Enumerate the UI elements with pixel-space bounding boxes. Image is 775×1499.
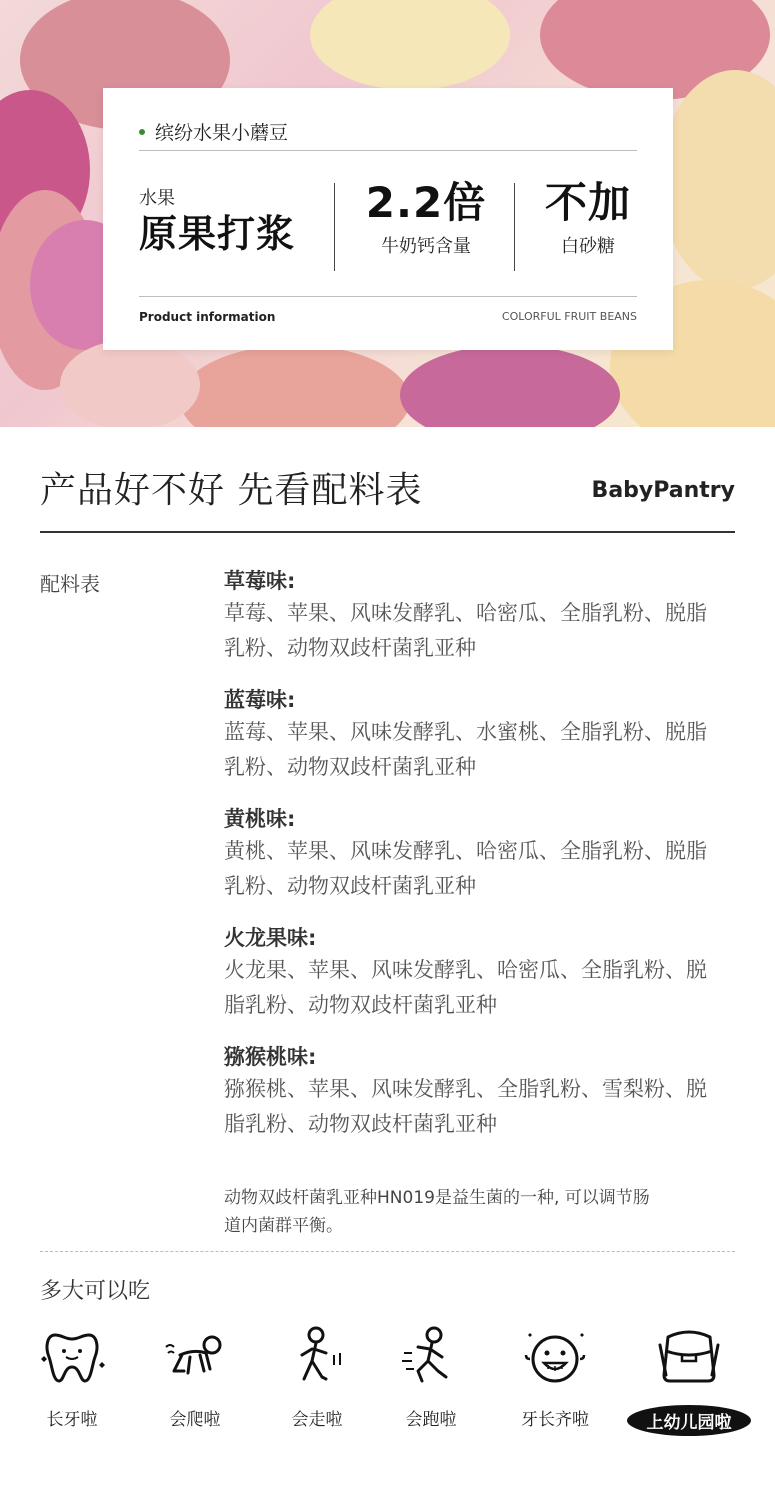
stat-sugar-small: 白砂糖 [561, 236, 615, 258]
ingredients-label: 配料表 [40, 572, 100, 596]
age-stage-teething [17, 1325, 127, 1430]
stat-divider [514, 183, 515, 271]
flavor-ingredients-line: 脂乳粉、动物双歧杆菌乳亚种 [224, 1112, 497, 1136]
fruit-bean-image [660, 70, 775, 290]
probiotic-note-line: 道内菌群平衡。 [224, 1216, 343, 1236]
brand-logo: BabyPantry [591, 478, 735, 503]
flavor-ingredients-line: 乳粉、动物双歧杆菌乳亚种 [224, 874, 476, 898]
tooth-icon [37, 1325, 107, 1391]
flavor-name: 黄桃味: [224, 807, 296, 831]
flavor-item [224, 566, 739, 666]
schoolbag-icon [654, 1325, 724, 1391]
fruit-bean-image [180, 345, 410, 427]
flavor-ingredients-line: 草莓、苹果、风味发酵乳、哈密瓜、全脂乳粉、脱脂 [224, 601, 707, 625]
walking-baby-icon [282, 1325, 352, 1391]
flavor-item [224, 923, 739, 1023]
flavor-item [224, 685, 739, 785]
flavor-ingredients-line: 猕猴桃、苹果、风味发酵乳、全脂乳粉、雪梨粉、脱 [224, 1077, 707, 1101]
age-stage-kindergarten [634, 1325, 744, 1436]
age-stage-label: 长牙啦 [46, 1410, 98, 1430]
running-child-icon [396, 1325, 466, 1391]
stat-sugar [538, 180, 638, 258]
flavor-ingredients-line: 蓝莓、苹果、风味发酵乳、水蜜桃、全脂乳粉、脱脂 [224, 720, 707, 744]
section-divider [40, 531, 735, 533]
stat-fruit-small: 水果 [139, 188, 175, 209]
fruit-bean-image [310, 0, 510, 90]
probiotic-note-line: 动物双歧杆菌乳亚种HN019是益生菌的一种, 可以调节肠 [224, 1188, 650, 1208]
product-info-label: Product information [139, 310, 276, 324]
section-title: 产品好不好 先看配料表 [40, 470, 423, 511]
flavor-list [224, 566, 739, 1161]
divider [139, 296, 637, 297]
age-stage-label: 牙长齐啦 [521, 1410, 589, 1430]
product-english-name: COLORFUL FRUIT BEANS [501, 310, 637, 323]
age-stage-label-active: 上幼儿园啦 [627, 1405, 751, 1436]
smiling-face-icon [520, 1325, 590, 1391]
age-stage-walking [262, 1325, 372, 1430]
age-stage-crawling [140, 1325, 250, 1430]
flavor-ingredients-line: 黄桃、苹果、风味发酵乳、哈密瓜、全脂乳粉、脱脂 [224, 839, 707, 863]
stat-calcium-small: 牛奶钙含量 [381, 236, 471, 258]
age-section-title: 多大可以吃 [40, 1279, 151, 1304]
flavor-name: 草莓味: [224, 569, 296, 593]
dashed-divider [40, 1251, 735, 1252]
age-stage-full-teeth [500, 1325, 610, 1430]
product-name-text: 缤纷水果小蘑豆 [155, 122, 289, 144]
hero-banner [0, 0, 775, 427]
product-name [139, 118, 288, 145]
age-stage-label: 会跑啦 [405, 1410, 457, 1430]
crawling-baby-icon [160, 1325, 230, 1391]
flavor-ingredients-line: 乳粉、动物双歧杆菌乳亚种 [224, 636, 476, 660]
fruit-bean-image [400, 345, 620, 427]
flavor-name: 猕猴桃味: [224, 1045, 317, 1069]
flavor-ingredients-line: 乳粉、动物双歧杆菌乳亚种 [224, 755, 476, 779]
probiotic-note [224, 1184, 744, 1240]
divider [139, 150, 637, 151]
flavor-item [224, 1042, 739, 1142]
stat-fruit-big: 原果打浆 [139, 212, 296, 256]
fruit-bean-image [60, 340, 200, 427]
age-stage-label: 会爬啦 [169, 1410, 221, 1430]
stat-sugar-big: 不加 [544, 178, 631, 227]
flavor-name: 蓝莓味: [224, 688, 296, 712]
stat-calcium [361, 180, 491, 258]
age-stage-label: 会走啦 [291, 1410, 343, 1430]
stat-divider [334, 183, 335, 271]
flavor-name: 火龙果味: [224, 926, 317, 950]
stat-calcium-big: 2.2倍 [365, 178, 487, 227]
stat-fruit [139, 184, 295, 256]
product-info-card [103, 88, 673, 350]
flavor-ingredients-line: 脂乳粉、动物双歧杆菌乳亚种 [224, 993, 497, 1017]
flavor-ingredients-line: 火龙果、苹果、风味发酵乳、哈密瓜、全脂乳粉、脱 [224, 958, 707, 982]
bullet-dot [139, 129, 145, 135]
age-stage-running [376, 1325, 486, 1430]
flavor-item [224, 804, 739, 904]
